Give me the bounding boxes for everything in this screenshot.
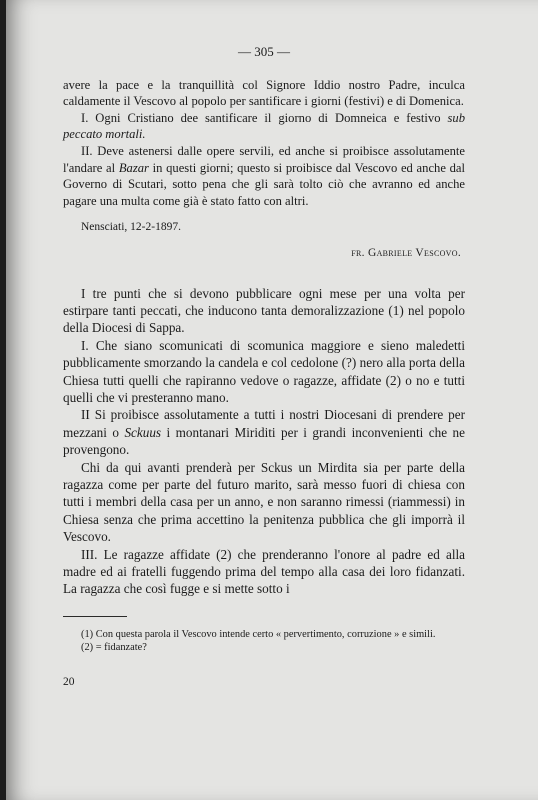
latin-phrase: sub peccato mortali.: [63, 110, 465, 142]
place-date: Nensciati, 12-2-1897.: [81, 221, 181, 234]
bazar-word: Bazar: [118, 160, 149, 175]
decree-paragraph-1: I tre punti che si devono pubblicare ogni mese per una volta per estirpare tanti peccati, che inducono tanta demoralizzazione (1) nel popolo della Diocesi di Sappa.: [63, 285, 465, 336]
letter-paragraph-3-text-a: II. Deve astenersi dalle opere servili, ed anche si proibisce assolutamente l'andare al: [63, 143, 465, 175]
letter-paragraph-1: avere la pace e la tranquillità col Signore Iddio nostro Padre, inculca caldamente il Vescovo al popolo per santificare i giorni (festivi) e di Domenica.: [63, 77, 465, 109]
letter-paragraph-2-text: I. Ogni Cristiano dee santificare il giorno di Domneica e festivo: [81, 110, 448, 125]
letter-paragraph-3: [63, 143, 465, 209]
decree-paragraph-3: [63, 406, 465, 458]
signature: fr. Gabriele Vescovo.: [351, 246, 461, 259]
footnote-rule: [63, 616, 127, 617]
letter-paragraph-2: [63, 110, 465, 143]
decree-section: [63, 285, 465, 598]
page-content: [63, 44, 465, 691]
decree-paragraph-5: III. Le ragazze affidate (2) che prenderanno l'onore al padre ed alla madre ed ai fratelli fuggendo prima del tempo alla casa dei loro fidanzati. La ragazza che così fugge e si mette sotto i: [63, 546, 465, 597]
folio-number: 20: [63, 676, 75, 689]
sckuus-word: Sckuus: [124, 424, 162, 440]
decree-paragraph-2: I. Che siano scomunicati di scomunica maggiore e sieno maledetti pubblicamente smorzando la candela e col cedolone (?) nero alla porta della Chiesa tutti quelli che rapiranno vedove o ragazze, affidate (2) o no e tutti quelli che vi presteranno mano.: [63, 337, 465, 405]
page-number-header: — 305 —: [238, 44, 290, 59]
book-page: [6, 0, 538, 800]
decree-paragraph-4: Chi da qui avanti prenderà per Sckus un Mirdita sia per parte della ragazza come per parte del futuro marito, sarà messo fuori di chiesa con tutti i membri della casa per un anno, e non saranno rimessi (riammessi) in Chiesa senza che prima accettino la penitenza pubblica che gli imporrà il Vescovo.: [63, 459, 465, 545]
decree-paragraph-3-text-b: i montanari Miriditi per i grandi inconvenienti che ne provengono.: [63, 424, 465, 458]
letter-paragraph-3-text-b: in questi giorni; questo si proibisce dal Vescovo ed anche dal Governo di Scutari, sotto pena che gli sarà tolto ciò che avranno ed anche pagare una multa come già è stato fatto con altri.: [63, 160, 466, 208]
section-gap: [63, 262, 465, 285]
footnote-1: (1) Con questa parola il Vescovo intende certo « pervertimento, corruzione » e simili.: [81, 628, 436, 640]
decree-paragraph-3-text-a: II Si proibisce assolutamente a tutti i nostri Diocesani di prendere per mezzani o: [63, 407, 465, 440]
footnote-2: (2) = fidanzate?: [81, 641, 147, 653]
